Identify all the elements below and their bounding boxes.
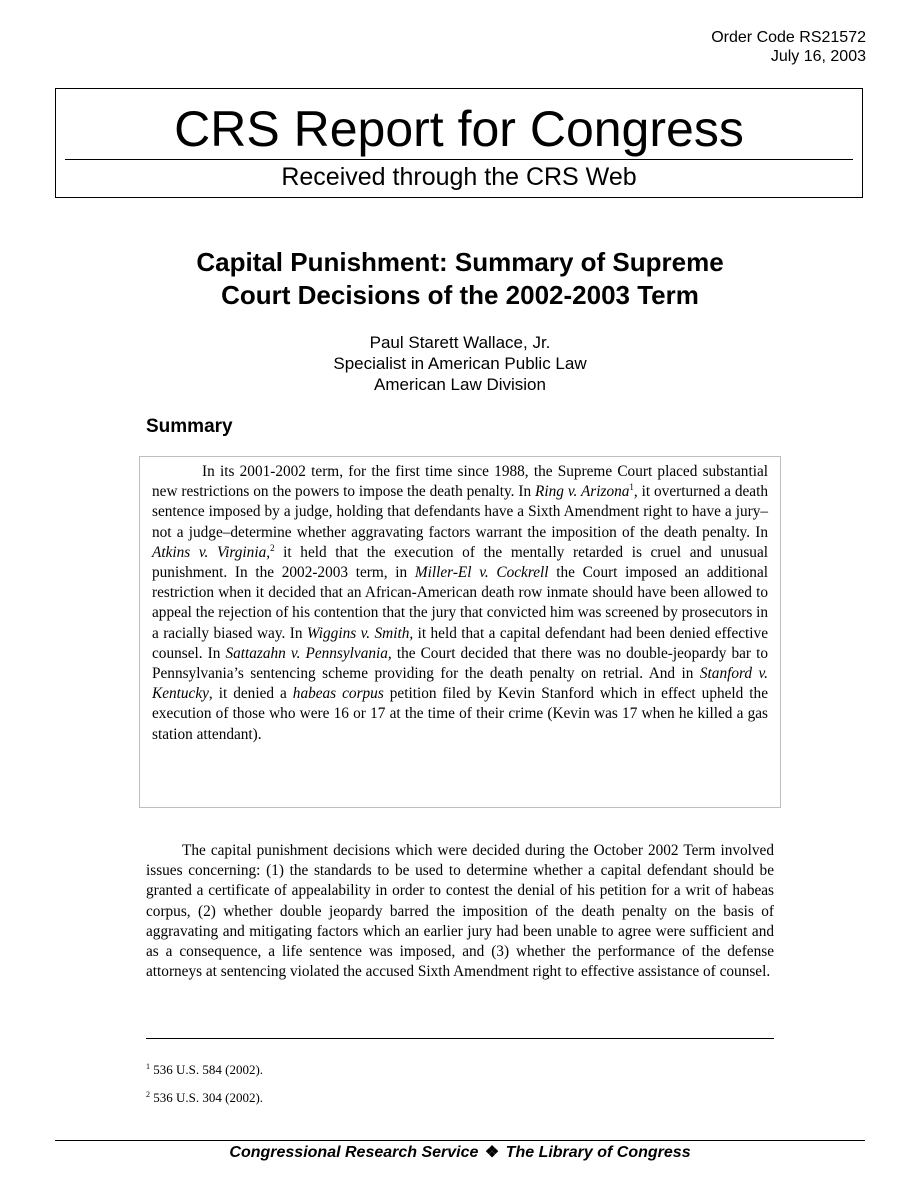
footer-divider	[55, 1140, 865, 1141]
summary-text-8: petition filed by Kevin Stanford which in effect upheld the execution of those who were 16 or 17 at the time of their crime (Kevin was 17 when he killed a gas station attendant).	[152, 685, 768, 743]
masthead-divider	[65, 159, 853, 160]
footer-loc: The Library of Congress	[505, 1144, 691, 1161]
page-footer	[0, 1143, 920, 1163]
summary-text-4: the Court imposed an additional restriction when it decided that an African-American death row inmate should have been allowed to appeal the rejection of his contention that the jury that convicted him was screened by prosecutors in a racially biased way. In	[152, 564, 768, 642]
masthead-title: CRS Report for Congress	[174, 101, 744, 157]
summary-text-3: it held that the execution of the mentally retarded is cruel and unusual punishment. In the 2002-2003 term, in	[152, 543, 768, 582]
case-miller-el-v-cockrell: Miller-El v. Cockrell	[414, 564, 549, 582]
masthead-box	[55, 88, 863, 198]
summary-text-2: , it overturned a death sentence imposed by a judge, holding that defendants have a Sixth Amendment right to have a jury–not a judge–determine whether aggravating factors warrant the imposition of the death penalty. In	[152, 483, 768, 541]
order-code-block	[711, 28, 866, 66]
diamond-separator-icon: ❖	[484, 1144, 500, 1161]
summary-text-7: , it denied a	[208, 685, 293, 703]
footnote-1	[146, 1059, 263, 1078]
author-block	[200, 332, 720, 395]
report-title-line-2: Court Decisions of the 2002-2003 Term	[221, 280, 699, 310]
author-name: Paul Starett Wallace, Jr.	[369, 333, 551, 352]
footnote-divider	[146, 1038, 774, 1039]
habeas-corpus-term: habeas corpus	[292, 685, 384, 703]
author-position: Specialist in American Public Law	[333, 354, 587, 373]
summary-heading: Summary	[146, 416, 233, 437]
summary-paragraph	[152, 462, 768, 745]
report-title	[120, 246, 800, 312]
footnote-ref-1[interactable]: 1	[629, 482, 634, 493]
masthead-subtitle: Received through the CRS Web	[281, 163, 637, 191]
report-title-line-1: Capital Punishment: Summary of Supreme	[196, 247, 724, 277]
footnote-2-number: 2	[146, 1090, 150, 1099]
report-date: July 16, 2003	[770, 48, 866, 65]
summary-box	[139, 456, 781, 808]
summary-text-1: In its 2001-2002 term, for the first time since 1988, the Supreme Court placed substantial new restrictions on the powers to impose the death penalty. In	[152, 463, 768, 501]
case-ring-v-arizona: Ring v. Arizona	[535, 483, 630, 501]
case-atkins-v-virginia: Atkins v. Virginia,	[152, 543, 271, 561]
case-stanford-v-kentucky: Stanford v. Kentucky	[152, 665, 768, 703]
order-code: Order Code RS21572	[711, 29, 866, 46]
summary-text-5: it held that a capital defendant had been denied effective counsel. In	[152, 624, 768, 662]
body-paragraph: The capital punishment decisions which were decided during the October 2002 Term involved issues concerning: (1) the standards to be used to determine whether a capital defendant should be granted a certificate of appealability in order to contest the denial of his petition for a writ of habeas corpus, (2) whether double jeopardy barred the imposition of the death penalty on the basis of aggravating and mitigating factors which an earlier jury had been unable to agree were sufficient and as a consequence, a life sentence was imposed, and (3) whether the performance of the defense attorneys at sentencing violated the accused Sixth Amendment right to effective assistance of counsel.	[146, 842, 774, 981]
author-division: American Law Division	[374, 375, 546, 394]
footnote-2	[146, 1087, 263, 1106]
footnote-1-number: 1	[146, 1062, 150, 1071]
case-sattazahn-v-pennsylvania: Sattazahn v. Pennsylvania,	[225, 644, 392, 662]
footnote-2-text: 536 U.S. 304 (2002).	[150, 1090, 264, 1105]
case-wiggins-v-smith: Wiggins v. Smith,	[306, 624, 414, 642]
footer-crs: Congressional Research Service	[229, 1144, 479, 1161]
footnote-1-text: 536 U.S. 584 (2002).	[150, 1062, 264, 1077]
summary-text-6: the Court decided that there was no double-jeopardy bar to Pennsylvania’s sentencing scheme providing for the death penalty on retrial. And in	[152, 644, 769, 683]
footnote-ref-2[interactable]: 2	[270, 542, 275, 553]
